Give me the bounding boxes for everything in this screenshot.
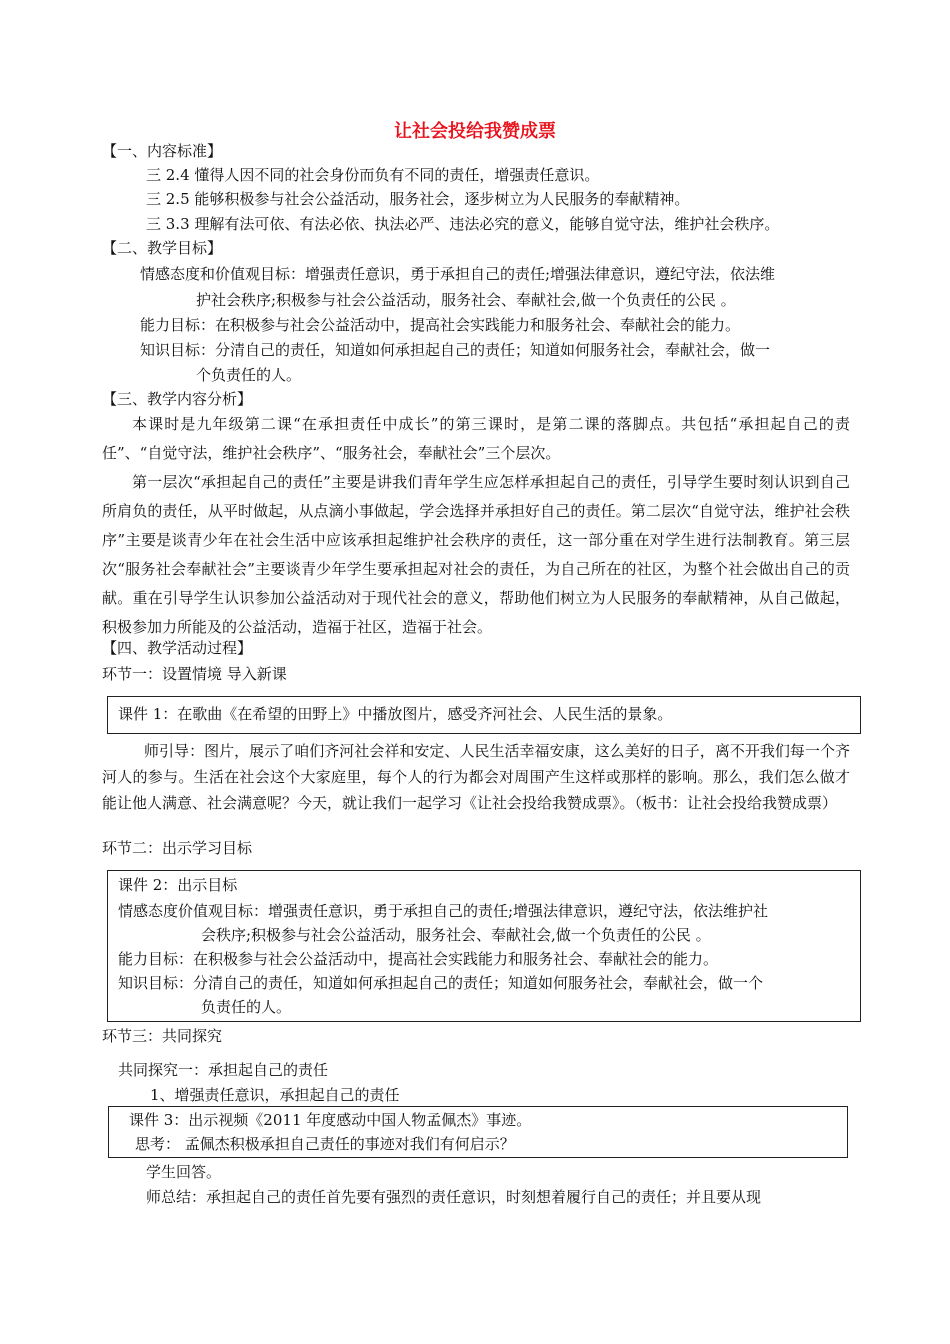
step2-heading: 环节二：出示学习目标 [102, 839, 253, 857]
courseware2-ability: 能力目标：在积极参与社会公益活动中，提高社会实践能力和服务社会、奉献社会的能力。 [118, 950, 719, 968]
goal-knowledge-line1: 知识目标：分清自己的责任，知道如何承担起自己的责任；知道如何服务社会，奉献社会，做一 [140, 341, 771, 359]
section3-heading: 【三、教学内容分析】 [102, 390, 253, 408]
student-answer: 学生回答。 [146, 1163, 222, 1181]
courseware2-emotion-line2: 会秩序;积极参与社会公益活动，服务社会、奉献社会,做一个负责任的公民 。 [201, 926, 711, 944]
courseware2-title: 课件 2：出示目标 [118, 876, 238, 894]
courseware3-line1: 课件 3：出示视频《2011 年度感动中国人物孟佩杰》事迹。 [129, 1111, 532, 1129]
courseware3-box [108, 1106, 848, 1158]
courseware1-text: 课件 1：在歌曲《在希望的田野上》中播放图片，感受齐河社会、人民生活的景象。 [118, 705, 673, 723]
courseware2-knowledge-line2: 负责任的人。 [201, 998, 292, 1016]
courseware2-emotion-line1: 情感态度价值观目标：增强责任意识，勇于承担自己的责任;增强法律意识，遵纪守法，依法维护社 [118, 902, 769, 920]
goal-knowledge-line2: 个负责任的人。 [196, 366, 302, 384]
courseware2-box [107, 870, 861, 1022]
step1-heading: 环节一：设置情境 导入新课 [102, 665, 287, 683]
step3-heading: 环节三：共同探究 [102, 1027, 223, 1045]
goal-emotion-line2: 护社会秩序;积极参与社会公益活动，服务社会、奉献社会,做一个负责任的公民 。 [196, 291, 736, 309]
standard-item: 三 3.3 理解有法可依、有法必依、执法必严、违法必究的意义，能够自觉守法，维护社会秩序。 [146, 215, 780, 233]
standard-item: 三 2.5 能够积极参与社会公益活动，服务社会，逐步树立为人民服务的奉献精神。 [146, 190, 690, 208]
teacher-guide-paragraph: 师引导：图片，展示了咱们齐河社会祥和安定、人民生活幸福安康，这么美好的日子，离不开我们每一个齐河人的参与。生活在社会这个大家庭里，每个人的行为都会对周围产生这样或那样的影响。那么，我们怎么做才能让他人满意、社会满意呢？今天，就让我们一起学习《让社会投给我赞成票》。（板书：让社会投给我赞成票） [102, 742, 850, 812]
analysis-paragraph: 第一层次“承担起自己的责任”主要是讲我们青年学生应怎样承担起自己的责任，引导学生要时刻认识到自己所肩负的责任，从平时做起，从点滴小事做起，学会选择并承担好自己的责任。第二层次“自觉守法，维护社会秩序”主要是谈青少年在社会生活中应该承担起维护社会秩序的责任，这一部分重在对学生进行法制教育。第三层次“服务社会奉献社会”主要谈青少年学生要承担起对社会的责任，为自己所在的社区，为整个社会做出自己的贡献。重在引导学生认识参加公益活动对于现代社会的意义，帮助他们树立为人民服务的奉献精神，从自己做起，积极参加力所能及的公益活动，造福于社区，造福于社会。 [102, 473, 850, 636]
courseware1-box [107, 696, 861, 734]
explore1-heading: 共同探究一：承担起自己的责任 [118, 1061, 329, 1079]
courseware3-line2: 思考： 孟佩杰积极承担自己责任的事迹对我们有何启示？ [135, 1135, 515, 1153]
section1-heading: 【一、内容标准】 [102, 142, 223, 160]
document-title: 让社会投给我赞成票 [394, 121, 556, 142]
section2-heading: 【二、教学目标】 [102, 239, 223, 257]
section4-heading: 【四、教学活动过程】 [102, 639, 253, 657]
standard-item: 三 2.4 懂得人因不同的社会身份而负有不同的责任，增强责任意识。 [146, 166, 600, 184]
explore1-subheading: 1、增强责任意识，承担起自己的责任 [150, 1086, 400, 1104]
courseware2-knowledge-line1: 知识目标：分清自己的责任，知道如何承担起自己的责任；知道如何服务社会，奉献社会，做一个 [118, 974, 764, 992]
goal-ability: 能力目标：在积极参与社会公益活动中，提高社会实践能力和服务社会、奉献社会的能力。 [140, 316, 741, 334]
analysis-paragraph: 本课时是九年级第二课“在承担责任中成长”的第三课时，是第二课的落脚点。共包括“承担起自己的责任”、“自觉守法，维护社会秩序”、“服务社会，奉献社会”三个层次。 [102, 415, 850, 462]
goal-emotion-line1: 情感态度和价值观目标：增强责任意识，勇于承担自己的责任;增强法律意识，遵纪守法，依法维 [140, 265, 776, 283]
teacher-summary: 师总结：承担起自己的责任首先要有强烈的责任意识，时刻想着履行自己的责任；并且要从现 [146, 1188, 762, 1206]
